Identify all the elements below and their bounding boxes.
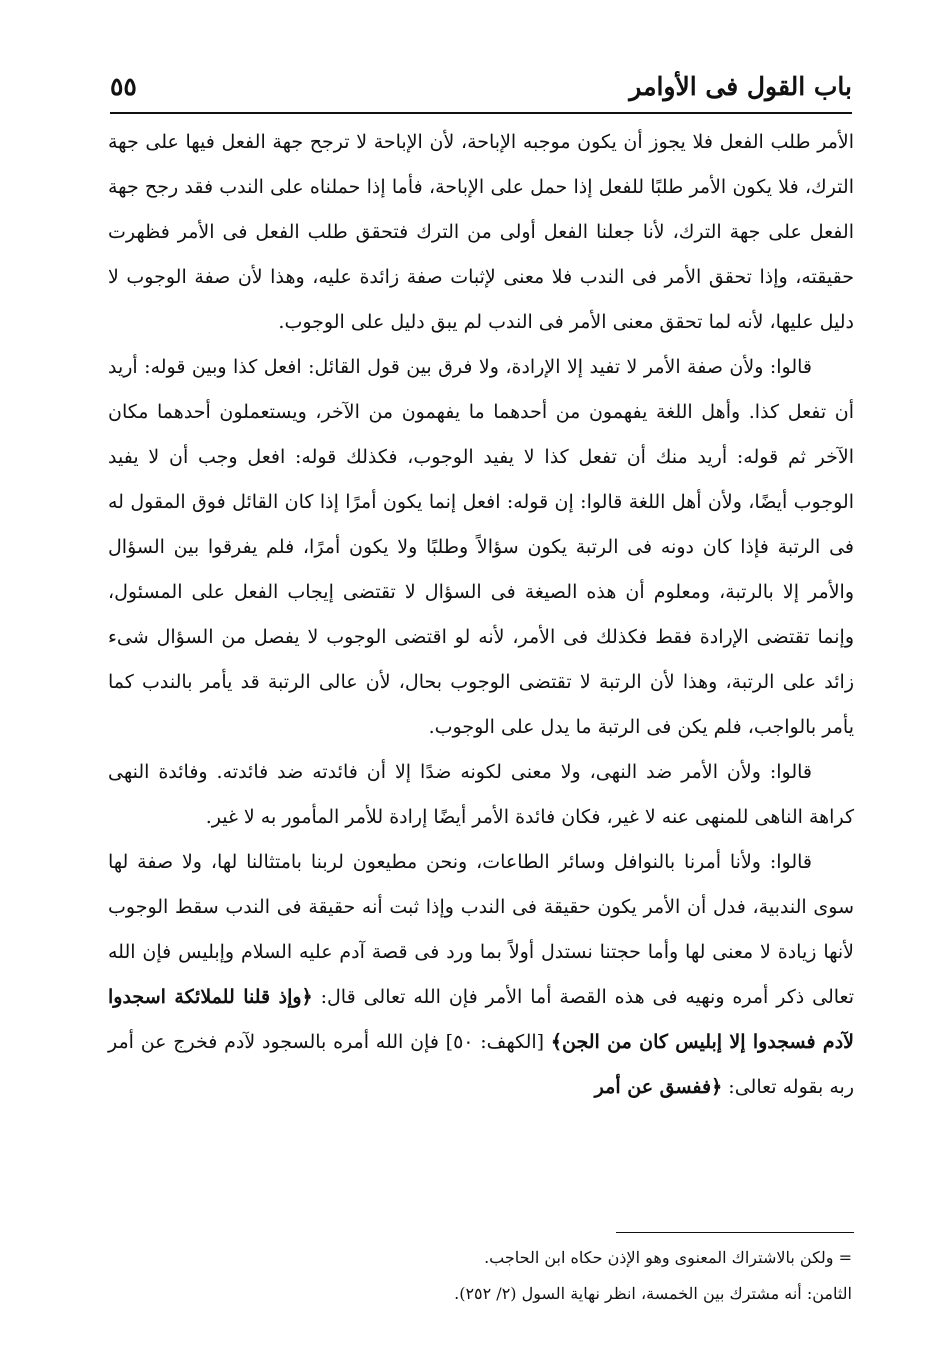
- footnote-divider: [616, 1232, 854, 1233]
- footnotes: [300, 1240, 852, 1312]
- paragraph-text: قالوا: ولأنا أمرنا بالنوافل وسائر الطاعات، ونحن مطيعون لربنا بامتثالنا لها، ولا صفة لها سوى الندبية، فدل أن الأمر يكون حقيقة فى الندب وإذا ثبت أنه حقيقة فى الندب سقط الوجوب لأنها زيادة لا معنى لها وأما حجتنا نستدل أولاً بما ورد فى قصة آدم عليه السلام وإبليس فإن الله تعالى ذكر أمره ونهيه فى هذه القصة أما الأمر فإن الله تعالى قال:: [108, 851, 854, 1008]
- quran-verse: ﴿وإذ قلنا للملائكة اسجدوا لآدم فسجدوا إلا إبليس كان من الجن﴾: [108, 986, 854, 1053]
- footnote: الثامن: أنه مشترك بين الخمسة، انظر نهاية السول (٢/ ٢٥٢).: [454, 1284, 852, 1303]
- quran-verse: ﴿ففسق عن أمر: [594, 1076, 723, 1098]
- paragraph-text: [الكهف: ٥٠] فإن الله أمره بالسجود لآدم فخرج عن أمر ربه بقوله تعالى:: [108, 1031, 854, 1098]
- running-title: باب القول فى الأوامر: [629, 72, 852, 101]
- header-divider: [110, 112, 852, 114]
- paragraph: قالوا: ولأن صفة الأمر لا تفيد إلا الإرادة، ولا فرق بين قول القائل: افعل كذا وبين قوله: أريد أن تفعل كذا. وأهل اللغة يفهمون من أحدهما ما يفهمون من الآخر، ويستعملون أحدهما مكان الآخر ثم قوله: أريد منك أن تفعل كذا لا يفيد الوجوب، فكذلك قوله: افعل وجب أن لا يفيد الوجوب أيضًا، ولأن أهل اللغة قالوا: إن قوله: افعل إنما يكون أمرًا إذا كان القائل فوق المقول له فى الرتبة فإذا كان دونه فى الرتبة يكون سؤالاً وطلبًا ولا يكون أمرًا، فلم يفرقوا بين السؤال والأمر إلا بالرتبة، ومعلوم أن هذه الصيغة فى السؤال لا تقتضى إيجاب الفعل على المسئول، وإنما تقتضى الإرادة فقط فكذلك فى الأمر، لأنه لو اقتضى الوجوب لا يفصل من السؤال شىء زائد على الرتبة، وهذا لأن الرتبة لا تقتضى الوجوب بحال، لأن عالى الرتبة قد يأمر بالندب كما يأمر بالواجب، فلم يكن فى الرتبة ما يدل على الوجوب.: [108, 356, 854, 738]
- main-text: [108, 120, 854, 1110]
- page-header: [110, 70, 852, 110]
- paragraph-quran-citation: [108, 840, 854, 1110]
- paragraph: الأمر طلب الفعل فلا يجوز أن يكون موجبه الإباحة، لأن الإباحة لا ترجح جهة الفعل فيها على جهة الترك، فلا يكون الأمر طلبًا للفعل إذا حمل على الإباحة، فأما إذا حملناه على الندب فقد رجح جهة الفعل على جهة الترك، لأنا جعلنا الفعل أولى من الترك فتحقق طلب الفعل فى الأمر فظهرت حقيقته، وإذا تحقق الأمر فى الندب فلا معنى لإثبات صفة زائدة عليه، وهذا لأن صفة الوجوب لا دليل عليها، لأنه لما تحقق معنى الأمر فى الندب لم يبق دليل على الوجوب.: [108, 131, 854, 333]
- page-number: ٥٥: [110, 72, 137, 101]
- footnote: = ولكن بالاشتراك المعنوى وهو الإذن حكاه ابن الحاجب.: [484, 1248, 852, 1267]
- paragraph: قالوا: ولأن الأمر ضد النهى، ولا معنى لكونه ضدًا إلا أن فائدته ضد فائدته. وفائدة النهى كراهة الناهى للمنهى عنه لا غير، فكان فائدة الأمر أيضًا إرادة للأمر المأمور به لا غير.: [108, 761, 854, 828]
